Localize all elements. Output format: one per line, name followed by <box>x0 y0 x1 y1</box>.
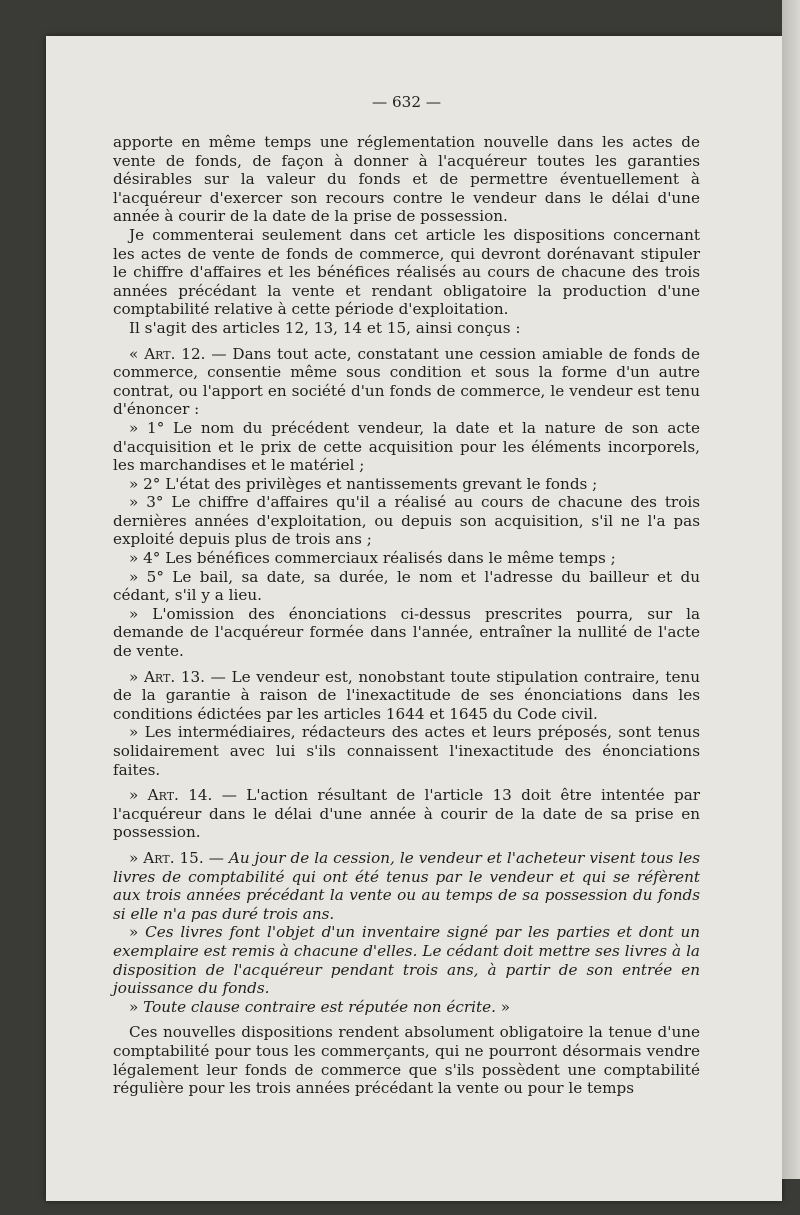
article-15-clause <box>113 998 700 1017</box>
article-12 <box>113 345 700 419</box>
quote-mark: » <box>129 786 148 805</box>
paragraph-conclusion: Ces nouvelles dispositions rendent absolument obligatoire la tenue d'une comptabilité pour tous les commerçants, qui ne pourront désormais vendre légalement leur fonds de commerce que s'ils possèdent une comptabilité régulière pour les trois années précédant la vente ou pour le temps <box>113 1023 700 1098</box>
quote-mark: « <box>129 344 145 363</box>
article-15-label: Art. 15. <box>143 848 204 867</box>
paragraph-articles-intro: Il s'agit des articles 12, 13, 14 et 15, ainsi conçus : <box>129 318 521 337</box>
quote-mark: » <box>129 997 144 1016</box>
article-15 <box>113 849 700 923</box>
article-14-label: Art. 14. <box>147 786 213 805</box>
quote-mark: » <box>129 848 144 867</box>
article-13-text: — Le vendeur est, nonobstant toute stipulation contraire, tenu de la garantie à raison de l'inexactitude de ses énonciations dans les conditions édictées par les articles 1644 et 1645 du Code civil. <box>113 667 701 723</box>
article-12-item-3: » 3° Le chiffre d'affaires qu'il a réalisé au cours de chacune des trois dernières années d'exploitation, ou depuis son acquisition, s'il ne l'a pas exploité depuis plus de trois ans ; <box>113 493 700 549</box>
page-number: — 632 — <box>371 93 442 111</box>
article-12-omission: » L'omission des énonciations ci-dessus prescrites pourra, sur la demande de l'acquéreur formée dans l'année, entraîner la nullité de l'acte de vente. <box>113 604 700 661</box>
article-14 <box>113 786 700 842</box>
article-12-item-1: » 1° Le nom du précédent vendeur, la date et la nature de son acte d'acquisition et le prix de cette acquisition pour les éléments incorporels, les marchandises et le matériel ; <box>113 418 700 475</box>
paragraph-commentary: Je commenterai seulement dans cet article les dispositions concernant les actes de vente de fonds de commerce, qui devront dorénavant stipuler le chiffre d'affaires et les bénéfices réalisés au cours de chacune des trois années précédant la vente et rendant obligatoire la production d'une comptabilité relative à cette période d'exploitation. <box>113 225 700 319</box>
article-13-label: Art. 13. <box>143 667 205 686</box>
article-12-text: — Dans tout acte, constatant une cession amiable de fonds de commerce, consentie même sous condition et sous la forme d'un autre contrat, ou l'apport en société d'un fonds de commerce, le vendeur est tenu d'énoncer : <box>113 344 701 419</box>
closing-quote: » <box>495 997 511 1016</box>
paragraph-intro: apporte en même temps une réglementation nouvelle dans les actes de vente de fonds, de façon à donner à l'acquéreur toutes les garanties désirables sur la valeur du fonds et de permettre éventuellement à l'acquéreur d'exercer son recours contre le vendeur dans le délai d'une année à courir de la date de la prise de possession. <box>113 133 700 226</box>
article-14-text: — L'action résultant de l'article 13 doit être intentée par l'acquéreur dans le délai d'une année à courir de la date de sa prise en possession. <box>113 786 701 842</box>
article-15-livres <box>113 923 700 997</box>
article-12-item-2: » 2° L'état des privilèges et nantissements grevant le fonds ; <box>129 474 598 493</box>
article-15-livres-text: Ces livres font l'objet d'un inventaire signé par les parties et dont un exemplaire est remis à chacune d'elles. Le cédant doit mettre ses livres à la disposition de l'acquéreur pendant trois ans, à partir de son entrée en jouissance du fonds. <box>113 923 701 998</box>
quote-mark: » <box>129 667 144 686</box>
article-15-clause-text: Toute clause contraire est réputée non écrite. <box>143 997 496 1016</box>
article-12-item-5: » 5° Le bail, sa date, sa durée, le nom et l'adresse du bailleur et du cédant, s'il y a lieu. <box>113 567 700 605</box>
article-15-dash: — <box>203 848 229 867</box>
page-edge <box>782 0 800 1179</box>
article-12-item-4: » 4° Les bénéfices commerciaux réalisés dans le même temps ; <box>129 549 616 568</box>
article-13-intermediaires: » Les intermédiaires, rédacteurs des actes et leurs préposés, sont tenus solidairement avec lui s'ils connaissent l'inexactitude des énonciations faites. <box>113 723 700 779</box>
article-13 <box>113 668 700 724</box>
quote-mark: » <box>129 923 146 942</box>
page-text <box>113 92 700 1098</box>
article-12-label: Art. 12. <box>144 344 206 363</box>
article-15-text: Au jour de la cession, le vendeur et l'acheteur visent tous les livres de comptabilité qui ont été tenus par le vendeur et qui se réfèrent aux trois années précédant la vente ou au temps de sa possession du fonds si elle n'a pas duré trois ans. <box>113 848 700 923</box>
